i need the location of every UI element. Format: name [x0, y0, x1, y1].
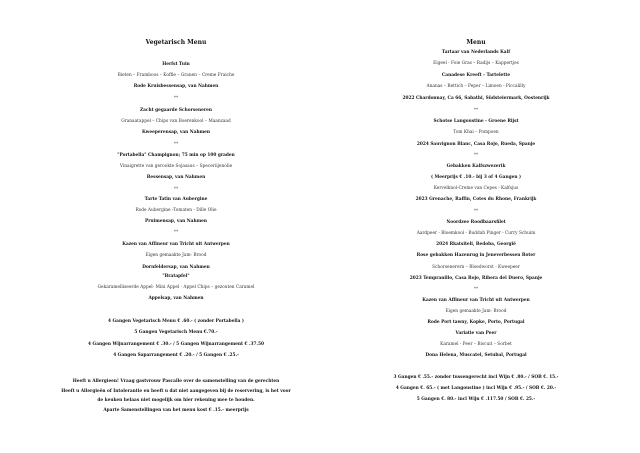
- menu-line: 4 Gangen €. 65.- ( met Langoustine ) incl Wijn € .95.- / SOB €. 20.-: [395, 386, 557, 391]
- vegetarian-menu-line: Heeft u Allergieen! Vraag gastvrouw Pascalle over de samenstelling van de gerechten: [72, 379, 280, 384]
- menu-line: Aardpeer - Bloemkool - Buddah Pinger - Curry Schuim: [416, 231, 536, 236]
- menu-line: 5 Gangen €. 80.- incl Wijn € .117.50 / SOB €. 25.-: [416, 397, 536, 402]
- menu-line: Ananas – Rettich – Peper – Limoen - Piccalilly: [426, 84, 526, 89]
- vegetarian-menu-line: **: [173, 96, 179, 101]
- vegetarian-menu-line: Herfst Tuin: [162, 62, 190, 67]
- vegetarian-menu-line: Eigen gemaakte Jam- Brood: [145, 253, 207, 258]
- vegetarian-menu-line: Pruimensap, van Nahmen: [145, 219, 207, 224]
- vegetarian-menu-line: Kweeperensap, van Nahmen: [141, 130, 211, 135]
- menu-line: Tom Khai – Pompoen: [453, 130, 499, 135]
- menu-line: Tartaar van Nederlands Kalf: [441, 50, 511, 55]
- menu-line: 3 Gangen € .55.- zonder tussengerecht incl Wijn € .80.- / SOB €. 15.-: [393, 375, 559, 380]
- vegetarian-menu-line: Dornfeldersap, van Nahmen: [142, 265, 210, 270]
- vegetarian-menu-line: 5 Gangen Vegetarisch Menu €.70.-: [134, 330, 218, 335]
- vegetarian-menu-line: Rode Aubergine -Tomaten - Dille Olie: [135, 208, 217, 213]
- menu-line: Canadese Kreeft - Tartelette: [441, 73, 511, 78]
- menu-line: ( Meerprijs € .10.- bij 3 of 4 Gangen ): [431, 175, 521, 180]
- menu-line: **: [473, 287, 479, 292]
- vegetarian-menu-line: de keuken helaas niet mogelijk om hier rekening mee te houden.: [97, 398, 255, 403]
- vegetarian-menu-line: Aparte Samenstellingen van het menu kost € .15.- meerprijs: [103, 408, 249, 413]
- vegetarian-menu-line: "Portabella" Champignon; 75 min op 100 graden: [117, 153, 235, 158]
- vegetarian-menu-line: Kazen van Affineur van Tricht uit Antwerpen: [122, 242, 230, 247]
- menu-line: Schotse Langoustine - Groene Rijst: [433, 119, 519, 124]
- vegetarian-menu-line: Tarte Tatin van Aubergine: [144, 197, 208, 202]
- menu-line: 2022 Chardonnay, Ca 66, Sabathi, Südsteiermark, Oostenrijk: [402, 96, 550, 101]
- menu-line: Karamel - Peer – Biscuit – Sorbet: [440, 342, 512, 347]
- menu-line: 2023 Tempranillo, Casa Rojo, Ribera del Duero, Spanje: [409, 276, 543, 281]
- vegetarian-menu-title: Vegetarisch Menu: [145, 39, 207, 46]
- menu-line: **: [473, 153, 479, 158]
- vegetarian-menu-line: 4 Gangen Wijnarrangement € .30.- / 5 Gangen Wijnarrangement € .37.50: [88, 342, 264, 347]
- menu-line: **: [473, 209, 479, 214]
- menu-line: 2024 Sauvignon Blanc, Casa Rojo, Rueda, Spanje: [416, 142, 536, 147]
- menu-line: Gebakken Kalfszwezerik: [446, 164, 506, 169]
- menu-line: Noordzee Roodbaarsfilet: [446, 220, 506, 225]
- vegetarian-menu-line: **: [173, 230, 179, 235]
- vegetarian-menu-line: Zacht gegaarde Schorseneren: [139, 108, 213, 113]
- vegetarian-menu-line: Bessensap, van Nahmen: [146, 175, 206, 180]
- vegetarian-menu-line: **: [173, 187, 179, 192]
- menu-line: 2023 Grenache, Raffin, Cotes du Rhone, Frankrijk: [415, 197, 537, 202]
- menu-title: Menu: [466, 39, 486, 46]
- vegetarian-menu-line: "Bratapfel": [162, 274, 190, 279]
- menu-line: Eigeel - Foie Gras – Radijs – Kappertjes: [433, 61, 519, 66]
- menu-line: Variatie van Peer: [455, 331, 497, 336]
- vegetarian-menu-line: Heeft u Allergieën of Intolerantie en heeft u dat niet aangegeven bij de reservering, is het voor: [61, 389, 291, 394]
- vegetarian-menu-line: Rode Kruisbessensap, van Nahmen: [133, 84, 219, 89]
- menu-line: Kervelknol-Creme van Cepes - Kalfsjus: [433, 186, 519, 191]
- vegetarian-menu-line: Gekaramelliseerde Appel- Mini Appel - Appel Chips – gezouten Caramel: [97, 285, 255, 290]
- menu-line: **: [473, 108, 479, 113]
- menu-line: Rose gebakken Hazenrug in Jeneverbessen Boter: [416, 253, 536, 258]
- vegetarian-menu-line: Appelsap, van Nahmen: [148, 296, 204, 301]
- vegetarian-menu-line: Vinaigrette van gerookte Sojasaus – Speceriijenolie: [119, 164, 233, 169]
- vegetarian-menu-line: Bieten – Framboos – Koffie – Granen – Creme Fraiche: [117, 73, 235, 78]
- vegetarian-menu-line: 4 Gangen Vegetarisch Menu € .60.- ( zonder Portabella ): [108, 319, 244, 324]
- vegetarian-menu-line: **: [173, 142, 179, 147]
- menu-line: Kazen van Affineur van Tricht uit Antwerpen: [422, 298, 530, 303]
- vegetarian-menu-line: Granaatappel – Chips van Boerenkool – Maanzaad: [121, 119, 231, 124]
- menu-line: Rode Port tawny, Kopke, Porto, Portugal: [427, 320, 525, 325]
- menu-line: Schorsenerern – Bloedworst - Kweepeer: [432, 265, 520, 270]
- menu-line: 2024 Rkatsiteli, Bedoba, Georgië: [436, 242, 516, 247]
- menu-line: Eigen gemaakte Jam- Brood: [445, 309, 507, 314]
- menu-line: Dona Helena, Muscatel, Setubal, Portugal: [425, 353, 527, 358]
- vegetarian-menu-line: 4 Gangen Saparrangement € .20.- / 5 Gangen € .25.-: [113, 353, 239, 358]
